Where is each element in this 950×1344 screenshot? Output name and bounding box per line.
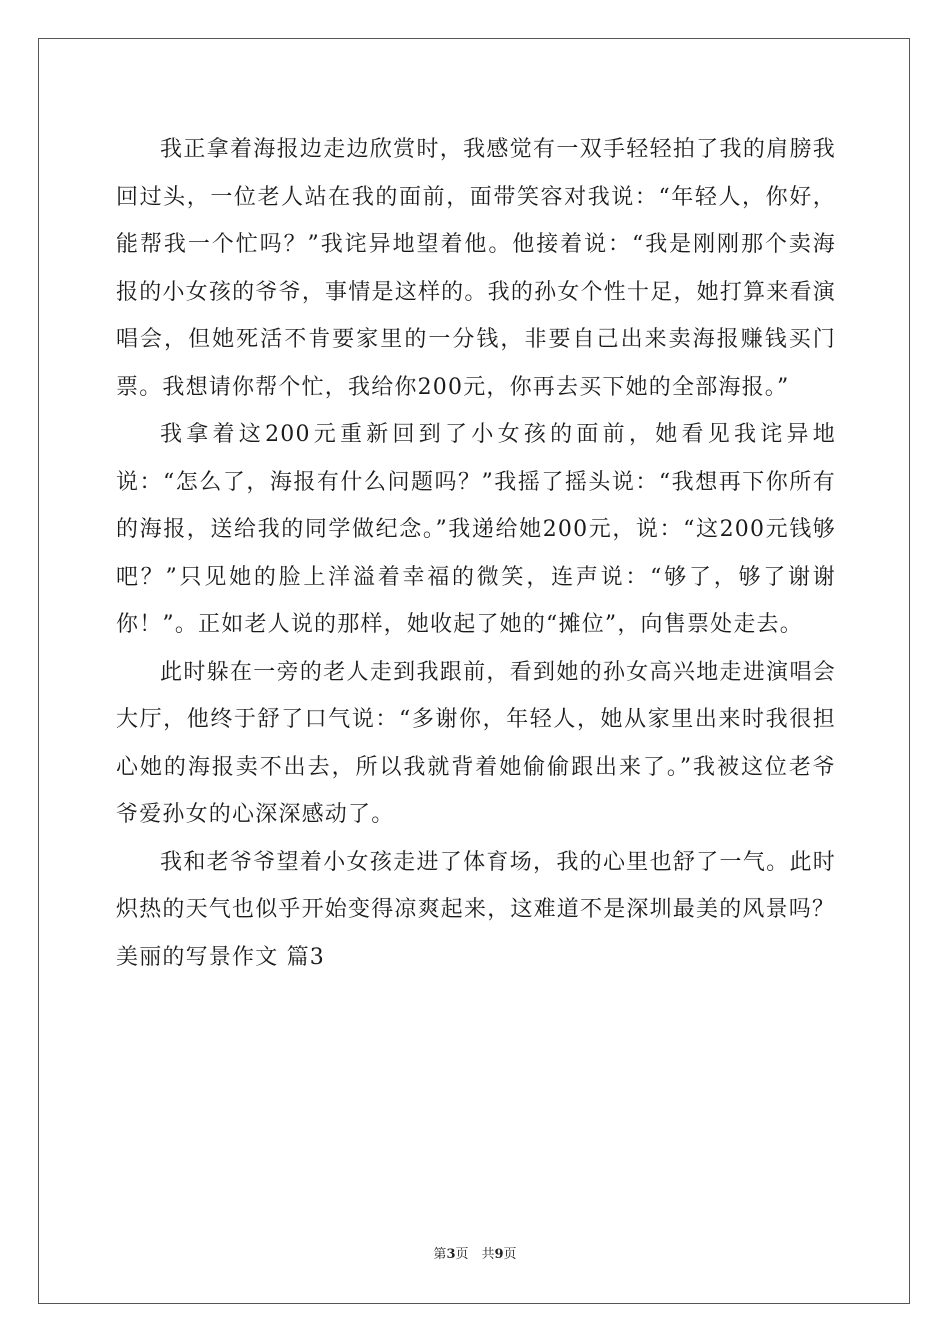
paragraph-2: 我拿着这200元重新回到了小女孩的面前，她看见我诧异地说：“怎么了，海报有什么问题吗？”我摇了摇头说：“我想再下你所有的海报，送给我的同学做纪念。”我递给她200元，说：“这200元钱够吧？”只见她的脸上洋溢着幸福的微笑，连声说：“够了，够了谢谢你！”。正如老人说的那样，她收起了她的“摊位”，向售票处走去。 xyxy=(116,422,836,637)
current-page-number: 3 xyxy=(446,1247,456,1262)
total-page-number: 9 xyxy=(494,1247,504,1262)
page-mid: 页 共 xyxy=(455,1247,495,1262)
page-suffix: 页 xyxy=(503,1247,517,1262)
page-prefix: 第 xyxy=(433,1247,447,1262)
page-footer xyxy=(0,1243,950,1262)
paragraph-4: 我和老爷爷望着小女孩走进了体育场，我的心里也舒了一气。此时炽热的天气也似乎开始变得凉爽起来，这难道不是深圳最美的风景吗？ xyxy=(116,849,836,922)
section-heading: 美丽的写景作文 篇3 xyxy=(116,944,325,970)
paragraph-3: 此时躲在一旁的老人走到我跟前，看到她的孙女高兴地走进演唱会大厅，他终于舒了口气说：“多谢你，年轻人，她从家里出来时我很担心她的海报卖不出去，所以我就背着她偷偷跟出来了。”我被这位老爷爷爱孙女的心深深感动了。 xyxy=(116,659,836,827)
paragraph-1: 我正拿着海报边走边欣赏时，我感觉有一双手轻轻拍了我的肩膀我回过头，一位老人站在我的面前，面带笑容对我说：“年轻人，你好，能帮我一个忙吗？”我诧异地望着他。他接着说：“我是刚刚那个卖海报的小女孩的爷爷，事情是这样的。我的孙女个性十足，她打算来看演唱会，但她死活不肯要家里的一分钱，非要自己出来卖海报赚钱买门票。我想请你帮个忙，我给你200元，你再去买下她的全部海报。” xyxy=(116,137,836,400)
document-body xyxy=(116,126,836,981)
